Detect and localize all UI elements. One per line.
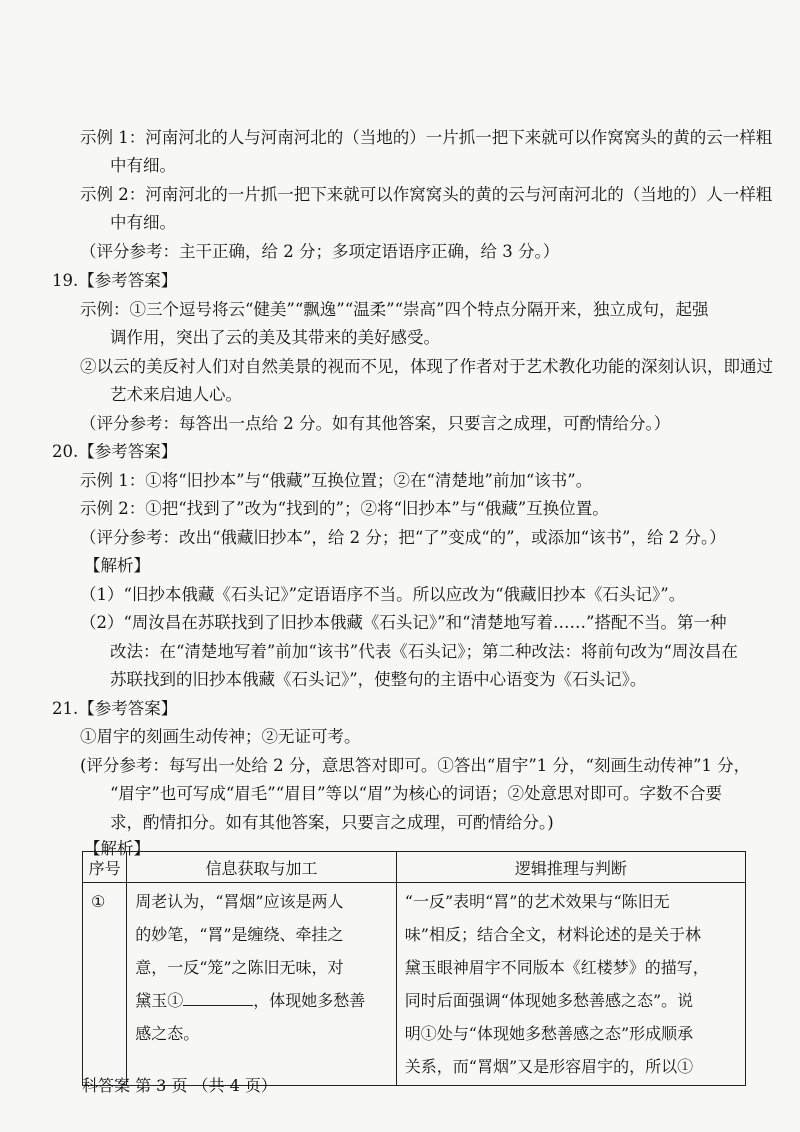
fill-blank — [183, 991, 253, 1006]
text-line: 艺术来启迪人心。 — [110, 385, 242, 404]
text-line: 示例 2：①把“找到了”改为“找到的”；②将“旧抄本”与“俄藏”互换位置。 — [80, 499, 609, 518]
header-info: 信息获取与加工 — [127, 852, 397, 883]
text-line: （1）“旧抄本俄藏《石头记》”定语语序不当。所以应改为“俄藏旧抄本《石头记》”。 — [80, 585, 686, 604]
text-line: （2）“周汝昌在苏联找到了旧抄本俄藏《石头记》”和“清楚地写着……”搭配不当。第一种 — [80, 613, 727, 632]
text-line: 20.【参考答案】 — [52, 442, 178, 461]
text-line: （评分参考：每答出一点给 2 分。如有其他答案，只要言之成理，可酌情给分。） — [80, 414, 671, 433]
info-line-with-blank — [127, 986, 396, 1019]
header-number: 序号 — [83, 852, 127, 883]
text-line: 中有细。 — [110, 156, 176, 175]
analysis-table — [82, 851, 746, 1086]
text-line: （评分参考：改出“俄藏旧抄本”，给 2 分；把“了”变成“的”，或添加“该书”，给 2 分。） — [80, 528, 726, 547]
row-number-cell — [83, 883, 127, 1086]
table-header-row — [83, 852, 746, 883]
info-line-part: 黛玉① — [135, 991, 184, 1010]
text-line: 中有细。 — [110, 213, 176, 232]
text-line: 求，酌情扣分。如有其他答案，只要言之成理，可酌情给分。) — [110, 813, 554, 832]
text-line: （评分参考：主干正确，给 2 分；多项定语语序正确，给 3 分。） — [80, 242, 560, 261]
page-footer: 科答案 第 3 页 （共 4 页） — [82, 1076, 277, 1095]
header-logic: 逻辑推理与判断 — [396, 852, 745, 883]
text-line: 21.【参考答案】 — [52, 699, 178, 718]
logic-line: 味”相反；结合全文，材料论述的是关于林 — [404, 925, 701, 944]
info-line: 的妙笔，“罥”是缠绕、牵挂之 — [135, 925, 344, 944]
logic-line: 关系，而“罥烟”又是形容眉宇的，所以① — [404, 1057, 694, 1076]
text-line: 【解析】 — [84, 839, 150, 858]
text-line: “眉宇”也可写成“眉毛”“眉目”等以“眉”为核心的词语；②处意思对即可。字数不合要 — [110, 784, 722, 803]
info-line: 意，一反“笼”之陈旧无味，对 — [135, 958, 344, 977]
table-row — [83, 883, 746, 1086]
text-line: 改法：在“清楚地写着”前加“该书”代表《石头记》；第二种改法：将前句改为“周汝昌在 — [110, 642, 738, 661]
text-line: 示例 1：河南河北的人与河南河北的（当地的）一片抓一把下来就可以作窝窝头的黄的云一样粗 — [80, 128, 773, 147]
text-line: 调作用，突出了云的美及其带来的美好感受。 — [110, 328, 440, 347]
row-number: ① — [91, 892, 106, 911]
text-line: ①眉宇的刻画生动传神；②无证可考。 — [80, 727, 361, 746]
row-logic-cell — [396, 883, 745, 1086]
text-line: 苏联找到的旧抄本俄藏《石头记》”，使整句的主语中心语变为《石头记》。 — [110, 670, 647, 689]
text-line: ②以云的美反衬人们对自然美景的视而不见，体现了作者对于艺术教化功能的深刻认识，即通过 — [80, 357, 773, 376]
logic-line: 黛玉眼神眉宇不同版本《红楼梦》的描写， — [404, 958, 709, 977]
text-line: (评分参考：每写出一处给 2 分，意思答对即可。①答出“眉宇”1 分，“刻画生动传神”1 分， — [80, 756, 751, 775]
row-info-cell — [127, 883, 397, 1086]
text-line: 示例：①三个逗号将云“健美”“飘逸”“温柔”“崇高”四个特点分隔开来，独立成句，起强 — [80, 300, 709, 319]
logic-line: 同时后面强调“体现她多愁善感之态”。说 — [404, 991, 694, 1010]
logic-line: 明①处与“体现她多愁善感之态”形成顺承 — [404, 1024, 694, 1043]
text-line: 示例 2：河南河北的一片抓一把下来就可以作窝窝头的黄的云与河南河北的（当地的）人一样粗 — [80, 185, 773, 204]
info-line-part: ，体现她多愁善 — [253, 991, 366, 1010]
info-line: 周老认为，“罥烟”应该是两人 — [135, 892, 344, 911]
text-line: 【解析】 — [84, 556, 150, 575]
text-line: 19.【参考答案】 — [52, 271, 178, 290]
info-line: 感之态。 — [135, 1024, 200, 1043]
logic-line: “一反”表明“罥”的艺术效果与“陈旧无 — [404, 892, 670, 911]
text-line: 示例 1：①将“旧抄本”与“俄藏”互换位置；②在“清楚地”前加“该书”。 — [80, 471, 593, 490]
